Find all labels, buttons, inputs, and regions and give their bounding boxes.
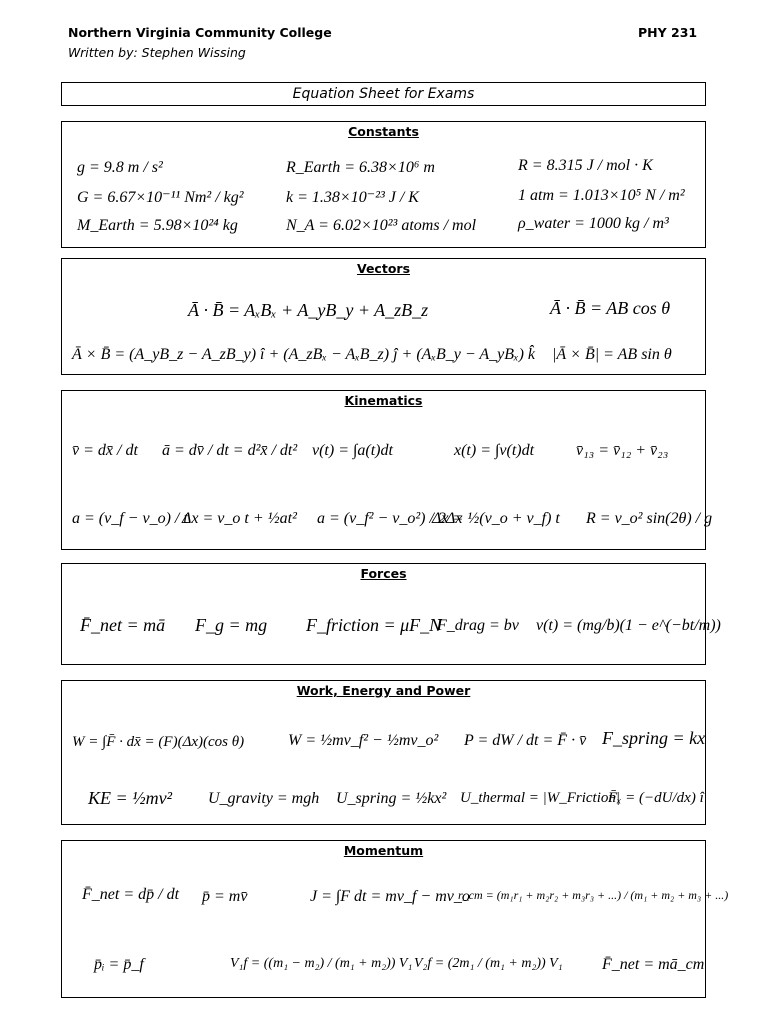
header-college: Northern Virginia Community College [68, 25, 332, 40]
equation: g = 9.8 m / s² [77, 159, 163, 176]
equation: k = 1.38×10⁻²³ J / K [286, 189, 419, 206]
equation: r_cm = (m₁r₁ + m₂r₂ + m₃r₃ + ...) / (m₁ + m₂ + m₃ + ...) [458, 888, 729, 902]
section-forces [61, 563, 721, 665]
equation: F̄_net = mā_cm [602, 956, 705, 973]
equation: p̄ = mv̄ [202, 888, 248, 905]
section-title-vectors: Vectors [356, 261, 411, 276]
section-title-kinematics: Kinematics [344, 393, 423, 408]
equation: W = ½mv_f² − ½mv_o² [288, 732, 439, 749]
equation: v(t) = (mg/b)(1 − e^(−bt/m)) [536, 617, 721, 634]
equation: R = 8.315 J / mol · K [518, 157, 653, 174]
equation: U_thermal = |W_Friction| [460, 790, 621, 806]
section-title-forces: Forces [360, 566, 407, 581]
equation: a = (v_f² − v_o²) / 2Δx [317, 510, 463, 527]
equation: G = 6.67×10⁻¹¹ Nm² / kg² [77, 189, 244, 206]
equation: a = (v_f − v_o) / t [72, 510, 188, 527]
section-title-constants: Constants [348, 124, 419, 139]
section-kinematics [61, 390, 713, 550]
section-vectors [61, 258, 706, 375]
equation: F̄ₓ = (−dU/dx) î [608, 790, 704, 806]
equation: ā = dv̄ / dt = d²x̄ / dt² [162, 442, 298, 459]
equation: v̄ = dx̄ / dt [72, 442, 138, 459]
equation: Δx = ½(v_o + v_f) t [432, 510, 560, 527]
equation: Ā · B̄ = AₓBₓ + A_yB_y + A_zB_z [188, 300, 429, 320]
equation: N_A = 6.02×10²³ atoms / mol [286, 217, 477, 234]
equation: KE = ½mv² [88, 788, 173, 808]
equation: R_Earth = 6.38×10⁶ m [286, 159, 435, 176]
equation: V₂f = (2m₁ / (m₁ + m₂)) V₁ [414, 956, 563, 971]
equation: ρ_water = 1000 kg / m³ [518, 215, 669, 232]
equation: |Ā × B̄| = AB sin θ [552, 346, 672, 363]
equation: Δx = v_o t + ½at² [182, 510, 297, 527]
equation: V₁f = ((m₁ − m₂) / (m₁ + m₂)) V₁ [230, 956, 413, 971]
header-course: PHY 231 [638, 25, 698, 40]
equation: W = ∫F̄ · dx̄ = (F)(Δx)(cos θ) [72, 734, 245, 750]
equation: F_friction = μF_N [306, 615, 442, 635]
header-author: Written by: Stephen Wissing [68, 45, 246, 60]
section-work [61, 680, 706, 825]
equation: P = dW / dt = F̄ · v̄ [464, 732, 587, 749]
equation: x(t) = ∫v(t)dt [454, 442, 535, 459]
equation: Ā · B̄ = AB cos θ [550, 298, 671, 318]
equation: J = ∫F dt = mv_f − mv_o [310, 888, 470, 905]
equation: F_spring = kx [602, 728, 706, 748]
equation: M_Earth = 5.98×10²⁴ kg [77, 217, 238, 234]
section-momentum [61, 840, 729, 998]
equation: F̄_net = mā [80, 615, 166, 635]
equation: 1 atm = 1.013×10⁵ N / m² [518, 187, 685, 204]
section-title-work: Work, Energy and Power [296, 683, 471, 698]
equation: F_drag = bv [437, 617, 519, 634]
equation: p̄ᵢ = p̄_f [94, 956, 144, 973]
equation: Ā × B̄ = (A_yB_z − A_zB_y) î + (A_zBₓ − AₓB_z) ĵ + (AₓB_y − A_yBₓ) k̂ [72, 346, 535, 363]
equation: U_spring = ½kx² [336, 790, 447, 807]
equation: F̄_net = dp̄ / dt [82, 886, 180, 903]
page-title: Equation Sheet for Exams [61, 82, 706, 106]
equation: v(t) = ∫a(t)dt [312, 442, 393, 459]
equation: v̄₁₃ = v̄₁₂ + v̄₂₃ [576, 442, 669, 459]
equation: R = v_o² sin(2θ) / g [586, 510, 713, 527]
equation: U_gravity = mgh [208, 790, 320, 807]
section-constants [61, 121, 706, 248]
equation: F_g = mg [195, 615, 268, 635]
section-title-momentum: Momentum [343, 843, 424, 858]
